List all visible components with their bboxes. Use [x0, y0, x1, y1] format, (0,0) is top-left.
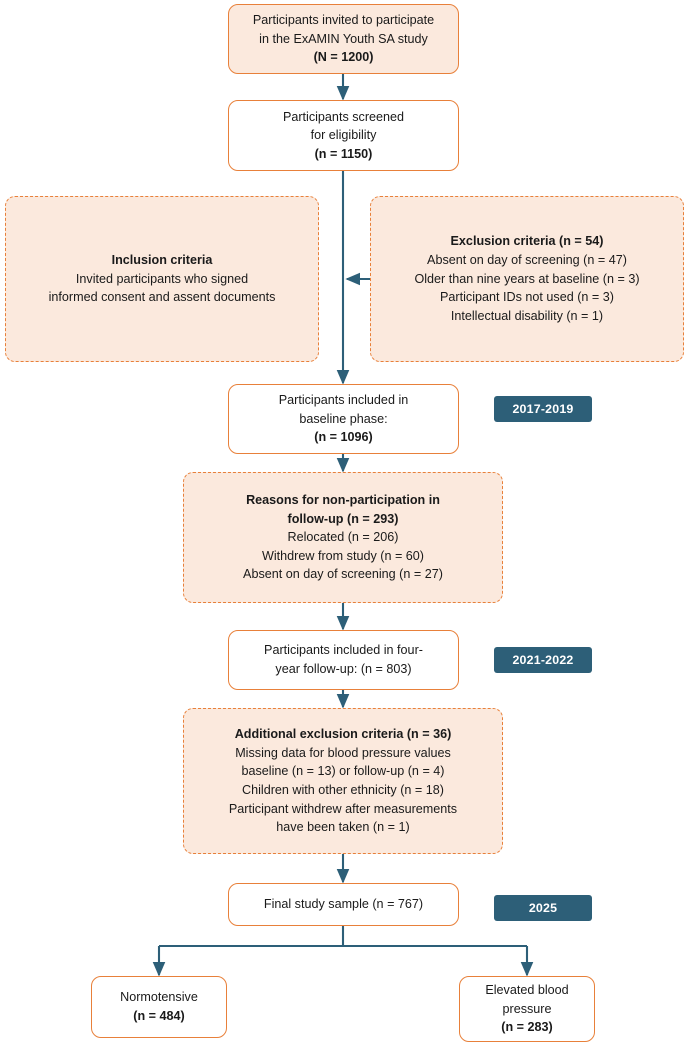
year-badge-baseline-label: 2017-2019	[512, 402, 574, 416]
year-badge-followup-label: 2021-2022	[512, 653, 574, 667]
node-elevated-line-1: Elevated blood	[485, 983, 569, 998]
node-final-line-1: Final study sample (n = 767)	[263, 897, 424, 912]
node-addexcl-line-2: Missing data for blood pressure values	[235, 745, 451, 760]
node-addexcl-line-4: Children with other ethnicity (n = 18)	[242, 783, 444, 797]
node-nonpart-line-5: Absent on day of screening (n = 27)	[243, 567, 443, 582]
node-baseline-line-3: (n = 1096)	[314, 430, 373, 445]
node-nonpart-line-3: Relocated (n = 206)	[287, 530, 399, 545]
node-normotensive-line-1: Normotensive	[120, 990, 198, 1005]
node-inclusion-line-3: informed consent and assent documents	[48, 290, 276, 305]
node-normotensive-line-2: (n = 484)	[133, 1009, 185, 1023]
node-elevated-bp	[459, 976, 595, 1042]
node-exclusion-line-3: Older than nine years at baseline (n = 3)	[414, 271, 640, 286]
year-badge-followup	[494, 647, 592, 673]
node-addexcl-line-6: have been taken (n = 1)	[276, 820, 410, 835]
node-invited-line-3: (N = 1200)	[313, 50, 374, 65]
node-additional-exclusion	[183, 708, 503, 854]
node-nonpart-line-2: follow-up (n = 293)	[287, 511, 399, 526]
node-elevated-line-3: (n = 283)	[501, 1020, 553, 1035]
node-followup-line-2: year follow-up: (n = 803)	[275, 662, 412, 676]
node-baseline-included	[228, 384, 459, 454]
node-exclusion-line-4: Participant IDs not used (n = 3)	[440, 290, 614, 305]
year-badge-final	[494, 895, 592, 921]
node-exclusion-line-1: Exclusion criteria (n = 54)	[450, 234, 604, 249]
node-exclusion-criteria	[370, 196, 684, 362]
node-screened-line-3: (n = 1150)	[314, 146, 373, 161]
node-screened	[228, 100, 459, 171]
node-exclusion-line-2: Absent on day of screening (n = 47)	[427, 253, 627, 268]
node-nonpart-line-1: Reasons for non-participation in	[246, 492, 440, 507]
node-inclusion-criteria	[5, 196, 319, 362]
node-nonpart-line-4: Withdrew from study (n = 60)	[261, 548, 425, 563]
node-followup-line-1: Participants included in four-	[264, 643, 423, 658]
node-non-participation	[183, 472, 503, 603]
node-invited-line-2: in the ExAMIN Youth SA study	[259, 31, 428, 46]
year-badge-final-label: 2025	[528, 901, 558, 915]
node-addexcl-line-3: baseline (n = 13) or follow-up (n = 4)	[241, 764, 445, 779]
node-inclusion-line-1: Inclusion criteria	[111, 253, 213, 268]
node-normotensive	[91, 976, 227, 1038]
node-baseline-line-2: baseline phase:	[299, 411, 388, 426]
year-badge-baseline	[494, 396, 592, 422]
node-screened-line-2: for eligibility	[310, 128, 377, 143]
node-addexcl-line-1: Additional exclusion criteria (n = 36)	[234, 727, 452, 742]
node-invited-line-1: Participants invited to participate	[252, 13, 435, 28]
node-invited	[228, 4, 459, 74]
node-baseline-line-1: Participants included in	[278, 393, 409, 408]
node-screened-line-1: Participants screened	[282, 109, 405, 124]
node-inclusion-line-2: Invited participants who signed	[75, 271, 249, 286]
node-followup-included	[228, 630, 459, 690]
node-final-sample	[228, 883, 459, 926]
node-exclusion-line-5: Intellectual disability (n = 1)	[450, 308, 604, 323]
node-addexcl-line-5: Participant withdrew after measurements	[228, 801, 458, 816]
node-elevated-line-2: pressure	[502, 1001, 552, 1016]
